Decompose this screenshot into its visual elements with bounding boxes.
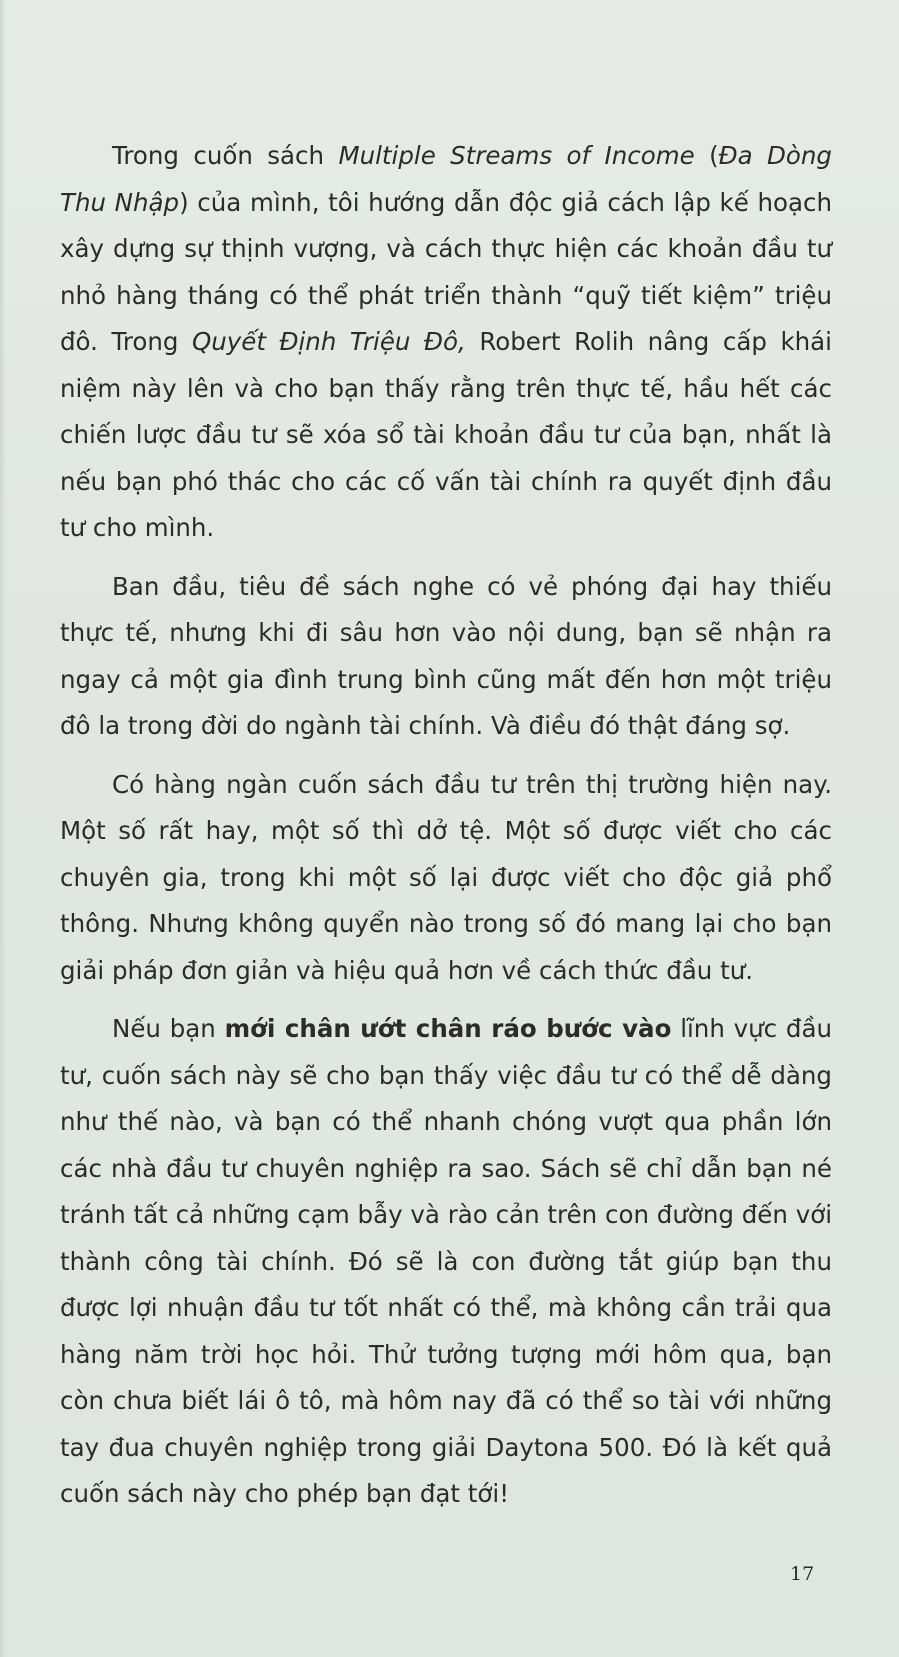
text-segment: ) của mình, tôi hướng dẫn độc giả cách lập kế hoạch xây dựng sự thịnh vượng, và cách thực hiện các khoản đầu tư nhỏ hàng tháng có thể phát triển thành “quỹ tiết kiệm” triệu đô. Trong <box>60 187 832 356</box>
book-title-english: Multiple Streams of Income <box>338 141 695 170</box>
text-segment: Nếu bạn <box>112 1014 225 1043</box>
paragraph-4 <box>60 1006 832 1518</box>
body-text <box>60 133 832 1530</box>
book-title-vietnamese: Đa Dòng Thu Nhập <box>60 141 832 217</box>
paragraph-1 <box>60 133 832 552</box>
page-number: 17 <box>790 1563 815 1585</box>
book-title-quyet-dinh: Quyết Định Triệu Đô, <box>191 327 466 356</box>
text-segment: lĩnh vực đầu tư, cuốn sách này sẽ cho bạn thấy việc đầu tư có thể dễ dàng như thế nào, và bạn có thể nhanh chóng vượt qua phần lớn các nhà đầu tư chuyên nghiệp ra sao. Sách sẽ chỉ dẫn bạn né tránh tất cả những cạm bẫy và rào cản trên con đường đến với thành công tài chính. Đó sẽ là con đường tắt giúp bạn thu được lợi nhuận đầu tư tốt nhất có thể, mà không cần trải qua hàng năm trời học hỏi. Thử tưởng tượng mới hôm qua, bạn còn chưa biết lái ô tô, mà hôm nay đã có thể so tài với những tay đua chuyên nghiệp trong giải Daytona 500. Đó là kết quả cuốn sách này cho phép bạn đạt tới! <box>60 1014 833 1508</box>
paragraph-2 <box>60 564 832 750</box>
text-segment: ( <box>694 141 719 170</box>
text-segment: Robert Rolih nâng cấp khái niệm này lên và cho bạn thấy rằng trên thực tế, hầu hết các chiến lược đầu tư sẽ xóa sổ tài khoản đầu tư của bạn, nhất là nếu bạn phó thác cho các cố vấn tài chính ra quyết định đầu tư cho mình. <box>60 327 832 542</box>
text-segment: Trong cuốn sách <box>112 141 339 170</box>
emphasis-text: mới chân ướt chân ráo bước vào <box>224 1014 672 1043</box>
text-segment: Có hàng ngàn cuốn sách đầu tư trên thị trường hiện nay. Một số rất hay, một số thì dở tệ. Một số được viết cho các chuyên gia, trong khi một số lại được viết cho độc giả phổ thông. Nhưng không quyển nào trong số đó mang lại cho bạn giải pháp đơn giản và hiệu quả hơn về cách thức đầu tư. <box>60 769 832 985</box>
paragraph-3 <box>60 762 832 995</box>
text-segment: Ban đầu, tiêu đề sách nghe có vẻ phóng đại hay thiếu thực tế, nhưng khi đi sâu hơn vào nội dung, bạn sẽ nhận ra ngay cả một gia đình trung bình cũng mất đến hơn một triệu đô la trong đời do ngành tài chính. Và điều đó thật đáng sợ. <box>60 571 832 740</box>
